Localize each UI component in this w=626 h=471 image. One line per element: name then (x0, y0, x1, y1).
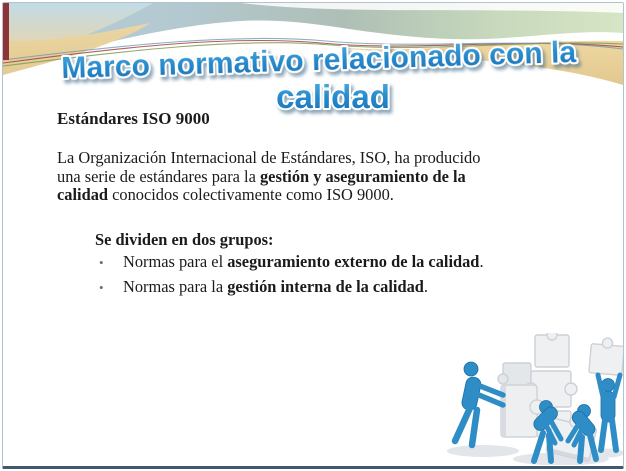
maroon-edge-strip (3, 3, 9, 60)
paragraph-line: una serie de estándares para la gestión y aseguramiento de la (57, 166, 466, 186)
slide-title-line1: Marco normativo relacionado con la (60, 33, 593, 86)
figure-pusher (455, 362, 503, 445)
bullet-text: Normas para el aseguramiento externo de la calidad. (123, 252, 484, 271)
bullet-icon: • (99, 255, 104, 270)
paragraph (57, 149, 480, 205)
subheading: Se dividen en dos grupos: (95, 230, 274, 249)
puzzle-piece-raised (589, 337, 624, 376)
bullet-item (99, 277, 484, 302)
slide-title-line2: calidad (276, 78, 390, 115)
paragraph-line: calidad conocidos colectivamente como ISO 9000. (57, 185, 394, 205)
slide (2, 2, 624, 469)
section-heading: Estándares ISO 9000 (57, 109, 210, 128)
bullet-text: Normas para la gestión interna de la calidad. (123, 277, 429, 296)
teamwork-puzzle-clipart (443, 333, 624, 465)
bullet-list (99, 252, 484, 302)
paragraph-line: La Organización Internacional de Estándares, ISO, ha producido (57, 148, 481, 167)
bullet-icon: • (99, 280, 104, 295)
bullet-item (99, 252, 484, 277)
figure-lifter (598, 375, 620, 450)
